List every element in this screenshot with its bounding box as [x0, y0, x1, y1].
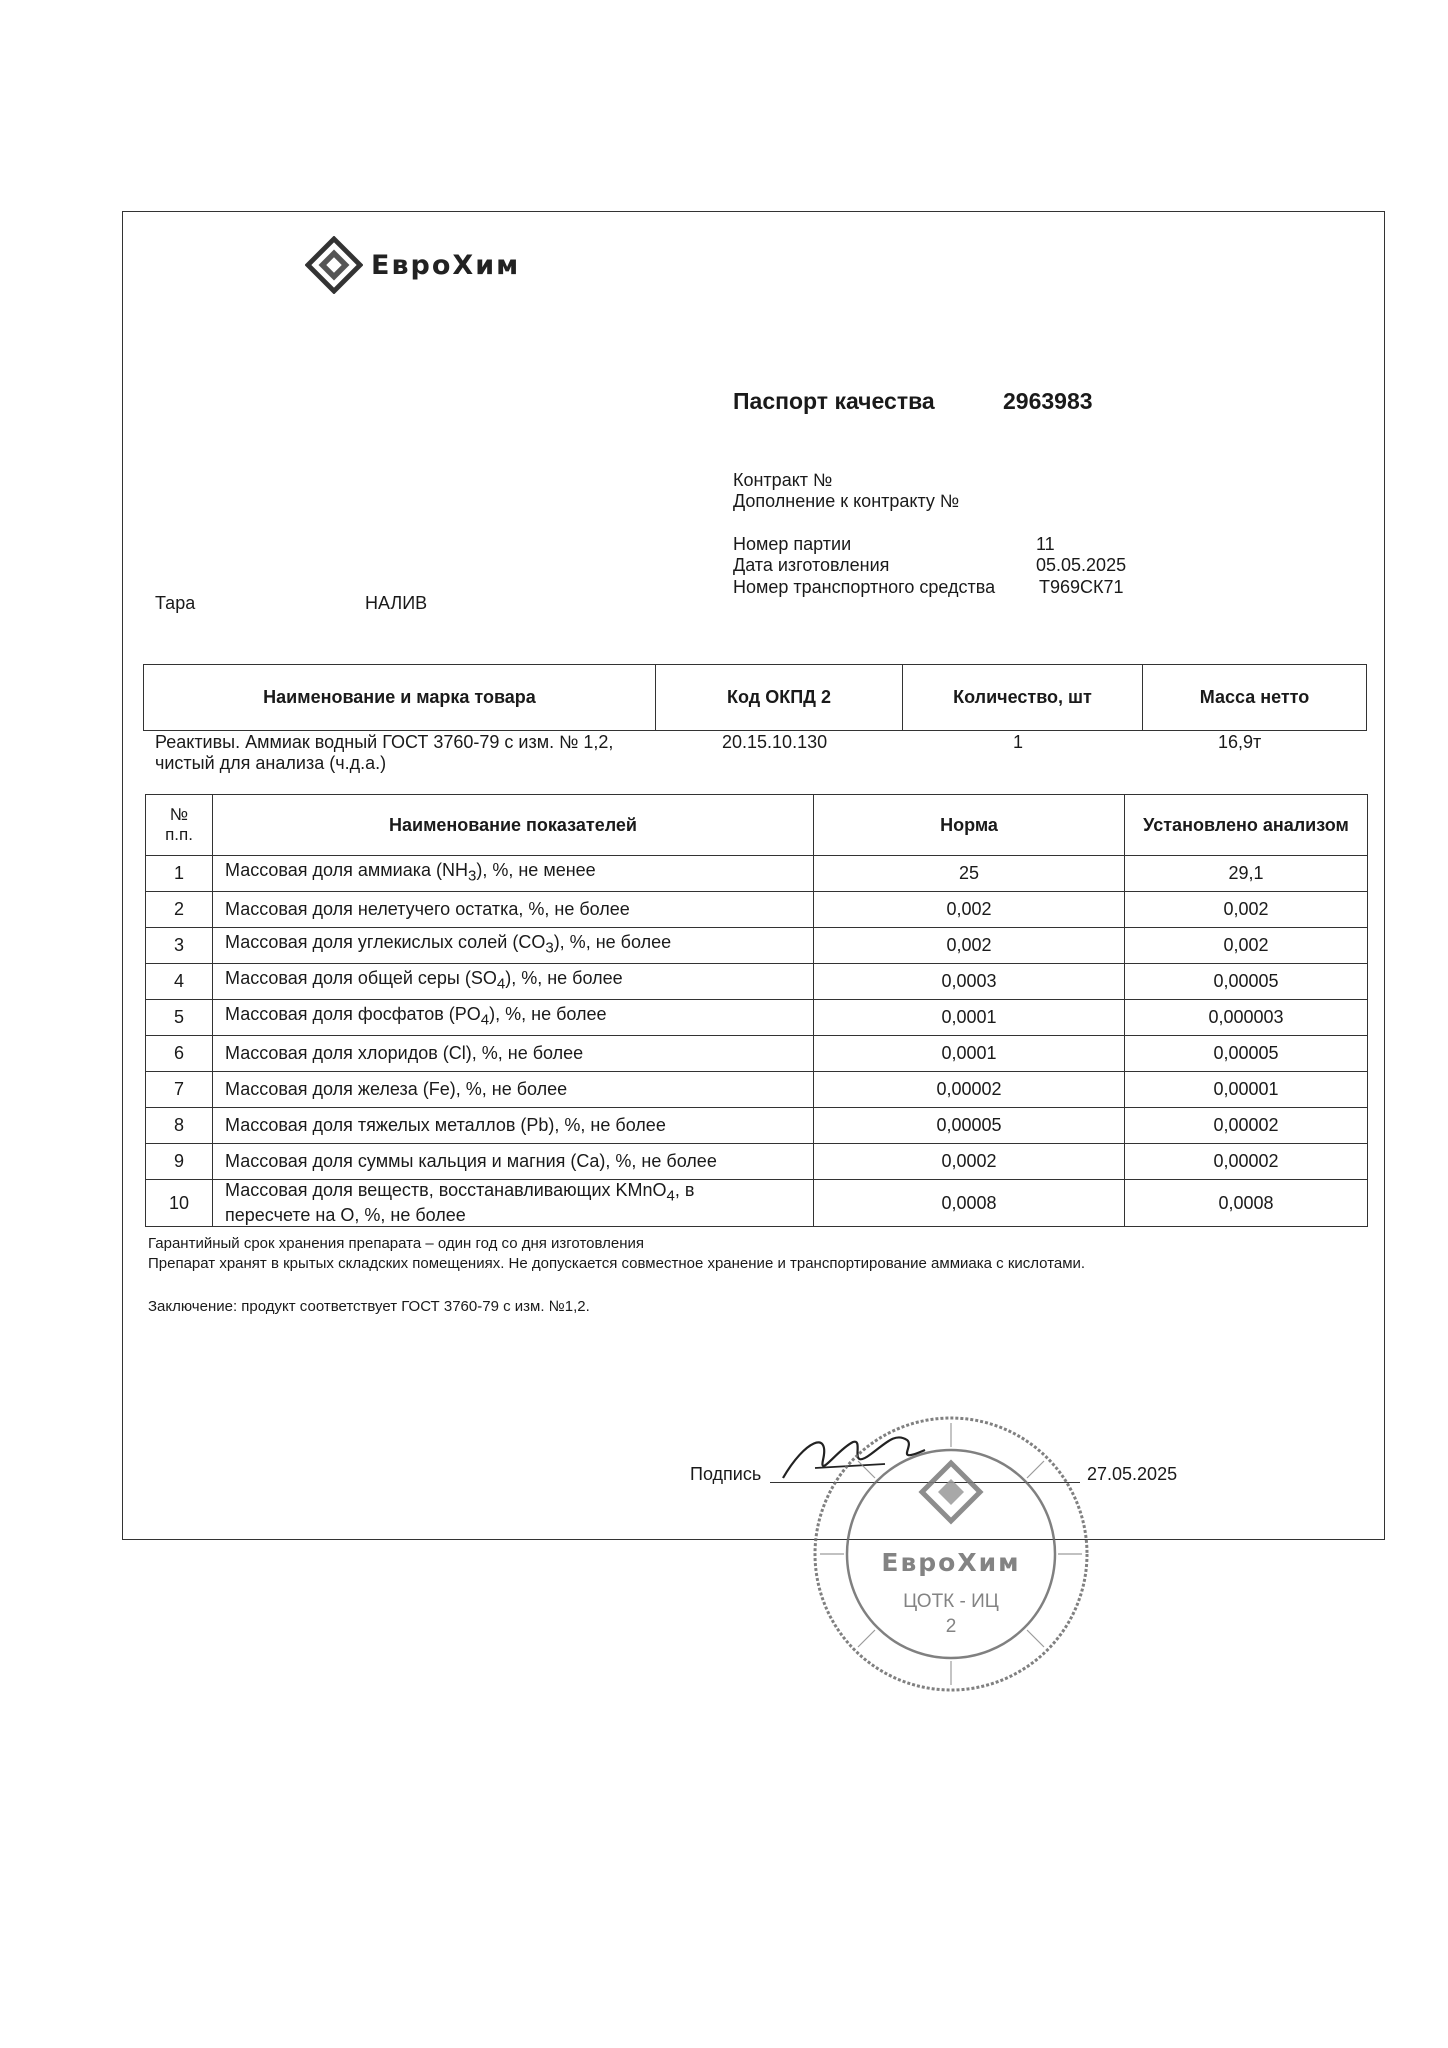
shelf-life-note: Гарантийный срок хранения препарата – один год со дня изготовления — [148, 1235, 644, 1252]
row-number: 1 — [146, 856, 213, 892]
product-code: 20.15.10.130 — [722, 732, 828, 752]
tare-label: Тара — [155, 593, 196, 613]
norm-value: 0,0001 — [814, 1036, 1125, 1072]
num-header-line1: № — [169, 805, 189, 824]
result-value: 0,002 — [1125, 892, 1368, 928]
indicator-name: Массовая доля суммы кальция и магния (Ca), %, не более — [213, 1144, 814, 1180]
result-value: 0,0008 — [1125, 1180, 1368, 1227]
table-row — [146, 928, 1368, 964]
product-mass: 16,9т — [1218, 732, 1262, 752]
signature-date: 27.05.2025 — [1087, 1464, 1178, 1484]
row-number: 10 — [146, 1180, 213, 1227]
batch-label: Номер партии — [733, 534, 852, 554]
passport-number: 2963983 — [1003, 388, 1093, 414]
indicator-name: Массовая доля фосфатов $(PO_4)$, %, не более — [213, 1000, 814, 1036]
conclusion: Заключение: продукт соответствует ГОСТ 3760-79 с изм. №1,2. — [148, 1298, 590, 1315]
norm-value: 0,00002 — [814, 1072, 1125, 1108]
row-number: 4 — [146, 964, 213, 1000]
company-stamp — [810, 1413, 1092, 1695]
stamp-number: 2 — [945, 1616, 957, 1637]
norm-header: Норма — [814, 795, 1125, 856]
table-row — [146, 1180, 1368, 1227]
row-number: 5 — [146, 1000, 213, 1036]
net-mass-header: Масса нетто — [1143, 665, 1367, 731]
eurochem-logo-icon — [305, 236, 363, 294]
batch-value: 11 — [1036, 534, 1055, 554]
storage-note: Препарат хранят в крытых складских помещениях. Не допускается совместное хранение и транспортирование аммиака с кислотами. — [148, 1255, 1086, 1272]
okpd-code-header: Код ОКПД 2 — [656, 665, 903, 731]
num-header — [146, 795, 213, 856]
norm-value: 25 — [814, 856, 1125, 892]
logo-wordmark: ЕвроХим — [371, 249, 521, 281]
company-logo — [305, 236, 520, 294]
norm-value: 0,00005 — [814, 1108, 1125, 1144]
result-value: 0,000003 — [1125, 1000, 1368, 1036]
table-row — [146, 1072, 1368, 1108]
result-header: Установлено анализом — [1125, 795, 1368, 856]
signature-label: Подпись — [690, 1464, 762, 1484]
row-number: 2 — [146, 892, 213, 928]
indicator-name: Массовая доля веществ, восстанавливающих KMnO$_4$, в пересчете на O, %, не более — [213, 1180, 814, 1227]
norm-value: 0,0003 — [814, 964, 1125, 1000]
product-qty: 1 — [1013, 732, 1024, 752]
table-row — [146, 964, 1368, 1000]
indicator-name-header: Наименование показателей — [213, 795, 814, 856]
result-value: 0,00005 — [1125, 964, 1368, 1000]
indicators-header-row — [146, 795, 1368, 856]
addendum-label: Дополнение к контракту № — [733, 491, 960, 511]
indicator-name: Массовая доля хлоридов (Cl), %, не более — [213, 1036, 814, 1072]
indicators-table — [145, 794, 1368, 1227]
num-header-line2: п.п. — [165, 825, 193, 844]
result-value: 0,002 — [1125, 928, 1368, 964]
table-row — [146, 892, 1368, 928]
result-value: 0,00001 — [1125, 1072, 1368, 1108]
date-value: 05.05.2025 — [1036, 555, 1127, 575]
table-row — [146, 1000, 1368, 1036]
result-value: 0,00002 — [1125, 1144, 1368, 1180]
indicator-name: Массовая доля общей серы $(SO_4)$, %, не более — [213, 964, 814, 1000]
indicator-name: Массовая доля углекислых солей $(CO_3)$, %, не более — [213, 928, 814, 964]
product-name-line1: Реактивы. Аммиак водный ГОСТ 3760-79 с изм. № 1,2, — [155, 732, 614, 752]
row-number: 8 — [146, 1108, 213, 1144]
vehicle-label: Номер транспортного средства — [733, 577, 996, 597]
date-label: Дата изготовления — [733, 555, 890, 575]
contract-label: Контракт № — [733, 470, 833, 490]
norm-value: 0,002 — [814, 892, 1125, 928]
indicator-name: Массовая доля железа (Fe), %, не более — [213, 1072, 814, 1108]
product-name-line2: чистый для анализа (ч.д.а.) — [155, 753, 387, 773]
vehicle-value: Т969СК71 — [1039, 577, 1124, 597]
norm-value: 0,0001 — [814, 1000, 1125, 1036]
indicator-name: Массовая доля тяжелых металлов (Pb), %, не более — [213, 1108, 814, 1144]
table-row — [146, 1036, 1368, 1072]
table-row — [146, 1144, 1368, 1180]
quantity-header: Количество, шт — [903, 665, 1143, 731]
row-number: 3 — [146, 928, 213, 964]
result-value: 29,1 — [1125, 856, 1368, 892]
tare-value: НАЛИВ — [365, 593, 428, 613]
norm-value: 0,0008 — [814, 1180, 1125, 1227]
norm-value: 0,002 — [814, 928, 1125, 964]
document-title: Паспорт качества — [733, 388, 935, 414]
table-row — [146, 856, 1368, 892]
stamp-brand: ЕвроХим — [881, 1548, 1021, 1577]
table-row — [146, 1108, 1368, 1144]
product-header-table — [143, 664, 1367, 731]
product-name-header: Наименование и марка товара — [144, 665, 656, 731]
row-number: 6 — [146, 1036, 213, 1072]
row-number: 9 — [146, 1144, 213, 1180]
row-number: 7 — [146, 1072, 213, 1108]
stamp-dept: ЦОТК - ИЦ — [903, 1591, 999, 1612]
indicator-name: Массовая доля аммиака $(NH_3)$, %, не менее — [213, 856, 814, 892]
indicator-name: Массовая доля нелетучего остатка, %, не более — [213, 892, 814, 928]
result-value: 0,00005 — [1125, 1036, 1368, 1072]
result-value: 0,00002 — [1125, 1108, 1368, 1144]
norm-value: 0,0002 — [814, 1144, 1125, 1180]
